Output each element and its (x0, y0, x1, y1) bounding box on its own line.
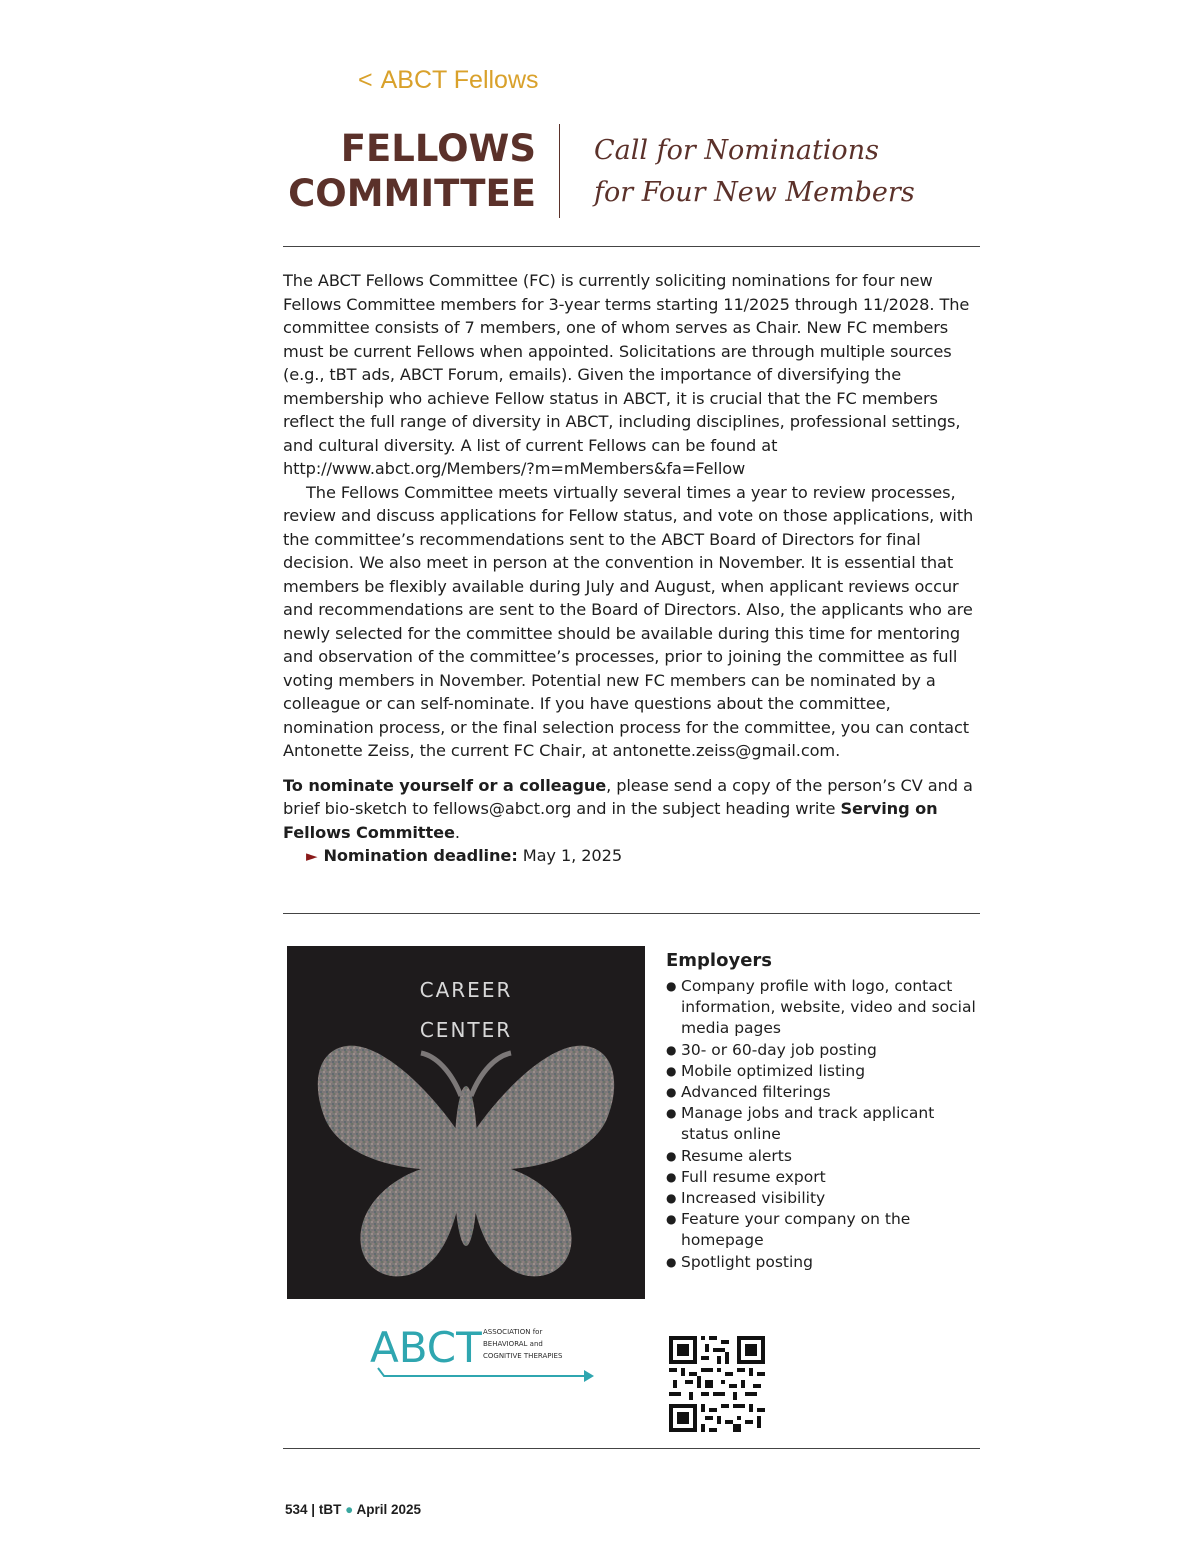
employers-heading: Employers (666, 950, 773, 971)
article-paragraph-1 (283, 269, 983, 481)
career-line-2: CENTER (419, 1018, 513, 1042)
nomination-deadline (283, 844, 983, 869)
top-rule (283, 246, 980, 247)
abct-logo-letters: ABCT (370, 1323, 482, 1372)
nomination-text: , please send a copy of the person’s CV and a brief bio-sketch to fellows@abct.org and in the subject heading write (283, 775, 973, 818)
employers-benefits (666, 948, 976, 1273)
butterfly-icon (311, 1041, 621, 1291)
page-footer (285, 1502, 421, 1517)
section-subtitle-line1: Call for Nominations (594, 135, 879, 166)
employers-list (666, 976, 976, 1273)
list-item: ● Feature your company on the homepage (666, 1209, 976, 1251)
article-paragraph-2: The Fellows Committee meets virtually several times a year to review processes, review and discuss applications for Fellow status, and vote on those applications, with the committee’s recommendations sent to the ABCT Board of Directors for final decision. We also meet in person at the convention in November. It is essential that members be flexibly available during July and August, when applicant reviews occur and recommendations are sent to the Board of Directors. Also, the applicants who are newly selected for the committee should be available during this time for mentoring and observation of the committee’s processes, prior to joining the committee as full voting members in November. Potential new FC members can be nominated by a colleague or can self-nominate. If you have questions about the committee, nomination process, or the final selection process for the committee, you can contact Antonette Zeiss, the current FC Chair, at antonette.zeiss@gmail.com. (283, 482, 974, 760)
list-item: ● Manage jobs and track applicant status online (666, 1103, 976, 1145)
qr-code-icon[interactable] (669, 1336, 765, 1432)
list-item: ● Full resume export (666, 1167, 976, 1188)
section-subtitle (594, 130, 915, 214)
section-title-line1: FELLOWS (340, 127, 536, 170)
middle-rule (283, 913, 980, 914)
abct-logo[interactable] (370, 1318, 610, 1384)
career-center-title (287, 970, 645, 1050)
bottom-rule (283, 1448, 980, 1449)
title-divider (559, 124, 560, 218)
abct-logo-line2: BEHAVIORAL and (483, 1340, 543, 1348)
list-item: ● Resume alerts (666, 1146, 976, 1167)
arrow-right-icon (584, 1370, 594, 1382)
page-number: 534 (285, 1502, 308, 1517)
list-item: ● Spotlight posting (666, 1252, 976, 1273)
triangle-right-icon: ► (306, 847, 318, 865)
nomination-subject: Serving on Fellows Committee (283, 799, 938, 842)
deadline-label: Nomination deadline: (323, 846, 518, 865)
list-item: ● Increased visibility (666, 1188, 976, 1209)
back-link-abct-fellows[interactable] (358, 66, 539, 95)
career-center-ad[interactable] (287, 946, 645, 1299)
nomination-instructions (283, 774, 983, 845)
article-paragraph-1-text: The ABCT Fellows Committee (FC) is currently soliciting nominations for four new Fellows Committee members for 3-year terms starting 11/2025 through 11/2028. The committee consists of 7 members, one of whom serves as Chair. New FC members must be current Fellows when appointed. Solicitations are through multiple sources (e.g., tBT ads, ABCT Forum, emails). Given the importance of diversifying the membership who achieve Fellow status in ABCT, it is crucial that the FC members reflect the full range of diversity in ABCT, including disciplines, professional settings, and cultural diversity. A list of current Fellows can be found at (283, 271, 970, 455)
abct-logo-line3: COGNITIVE THERAPIES (483, 1352, 563, 1360)
magazine-name: tBT (318, 1502, 342, 1517)
fellows-list-url[interactable]: http://www.abct.org/Members/?m=mMembers&fa=Fellow (283, 459, 746, 478)
section-title-line2: COMMITTEE (288, 172, 536, 215)
career-line-1: CAREER (419, 978, 513, 1002)
chevron-left-icon: < (358, 66, 373, 94)
nomination-end: . (454, 822, 460, 842)
list-item: ● Advanced filterings (666, 1082, 976, 1103)
list-item: ● 30- or 60-day job posting (666, 1040, 976, 1061)
footer-separator: | (311, 1502, 316, 1517)
deadline-value: May 1, 2025 (522, 846, 623, 865)
list-item: ● Company profile with logo, contact information, website, video and social media pages (666, 976, 976, 1040)
section-subtitle-line2: for Four New Members (594, 177, 915, 208)
issue-date: April 2025 (356, 1502, 422, 1517)
nomination-lead: To nominate yourself or a colleague (283, 775, 607, 795)
list-item: ● Mobile optimized listing (666, 1061, 976, 1082)
abct-logo-line1: ASSOCIATION for (483, 1328, 543, 1336)
section-title (260, 126, 536, 216)
dot-icon: ● (345, 1502, 354, 1517)
article-body (283, 269, 983, 869)
back-link-label: ABCT Fellows (380, 66, 539, 94)
